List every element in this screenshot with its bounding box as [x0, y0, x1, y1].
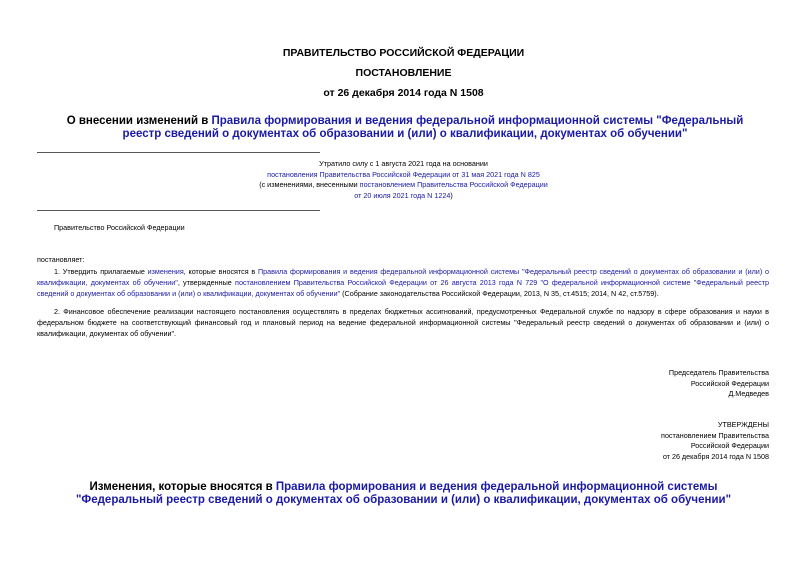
approved-line3: Российской Федерации — [690, 441, 769, 450]
paragraph-1: 1. Утвердить прилагаемые изменения, которые вносятся в Правила формирования и ведения федеральной информационной системы "Федеральный реестр сведений о документах об образовании и (или) о квалификации, документах об обучении", утвержденные постановлением Правительства Российской Федерации от 26 августа 2013 года N 729 "О федеральной информационной системе "Федеральный реестр сведений о документах об образовании и (или) о квалификации, документах об обучении" (Собрание законодательства Российской Федерации, 2013, N 35, ст.4515; 2014, N 42, ст.5759). — [37, 267, 769, 298]
title-rules-link[interactable]: Правила формирования и ведения федеральной информационной системы "Федеральный реестр сведений о документах об образовании и (или) о квалификации, документах об обучении" — [122, 115, 744, 140]
changes-title — [45, 481, 762, 507]
status-note-line3: (с изменениями, внесенными постановлением Правительства Российской Федерации — [259, 180, 548, 189]
doc-type-heading: ПОСТАНОВЛЕНИЕ — [355, 67, 452, 79]
signature-block — [520, 368, 769, 400]
changes-link[interactable]: изменения — [147, 267, 184, 276]
decree-729-link[interactable]: постановлением Правительства Российской Федерации от 26 августа 2013 года N 729 "О федеральной информационной системе "Федеральный реестр сведений о документах об образовании и (или) о квалификации, документах об обучении" — [37, 278, 769, 298]
changes-title-rules-link[interactable]: Правила формирования и ведения федеральной информационной системы "Федеральный реестр сведений о документах об образовании и (или) о квалификации, документах об обучении" — [75, 481, 732, 506]
status-note-line1: Утратило силу с 1 августа 2021 года на основании — [319, 159, 488, 168]
approved-line2: постановлением Правительства — [661, 430, 769, 440]
document-title — [60, 115, 750, 141]
divider-bottom — [37, 210, 320, 211]
repeal-decree-link[interactable]: постановления Правительства Российской Федерации от 31 мая 2021 года N 825 — [267, 169, 540, 179]
signature-line1: Председатель Правительства — [668, 368, 769, 377]
title-prefix: О внесении изменений в — [66, 115, 212, 127]
doc-date-number: от 26 декабря 2014 года N 1508 — [323, 87, 484, 99]
paragraph-2: 2. Финансовое обеспечение реализации настоящего постановления осуществлять в пределах бюджетных ассигнований, предусмотренных Федеральной службе по надзору в сфере образования и науки в федеральном бюджете на соответствующий финансовый год и плановый период на ведение федеральной информационной системы "Федеральный реестр сведений о документах об образовании и (или) о квалификации, документах об обучении". — [37, 307, 769, 338]
approved-block — [520, 420, 769, 462]
changes-title-prefix: Изменения, которые вносятся в — [89, 481, 276, 493]
approved-line4: от 26 декабря 2014 года N 1508 — [662, 451, 769, 461]
status-note: Утратило силу с 1 августа 2021 года на основании постановления Правительства Российской Федерации от 31 мая 2021 года N 825 (с изменениями, внесенными постановлением Правительства Российской Федерации от 20 июля 2021 года N 1224) — [200, 159, 607, 201]
signature-name: Д.Медведев — [728, 389, 769, 398]
divider-top — [37, 152, 320, 153]
body-government: Правительство Российской Федерации — [54, 223, 185, 232]
approved-line1: УТВЕРЖДЕНЫ — [717, 420, 769, 429]
government-heading: ПРАВИТЕЛЬСТВО РОССИЙСКОЙ ФЕДЕРАЦИИ — [282, 47, 525, 59]
rules-link[interactable]: Правила формирования и ведения федеральной информационной системы "Федеральный реестр сведений о документах об образовании и (или) о квалификации, документах об обучении" — [37, 267, 769, 287]
body-decides: постановляет: — [37, 255, 85, 264]
signature-line2: Российской Федерации — [690, 378, 769, 388]
amend-decree-link[interactable]: постановлением Правительства Российской Федерации — [359, 180, 548, 189]
amend-decree-date-link[interactable]: от 20 июля 2021 года N 1224 — [354, 190, 451, 200]
